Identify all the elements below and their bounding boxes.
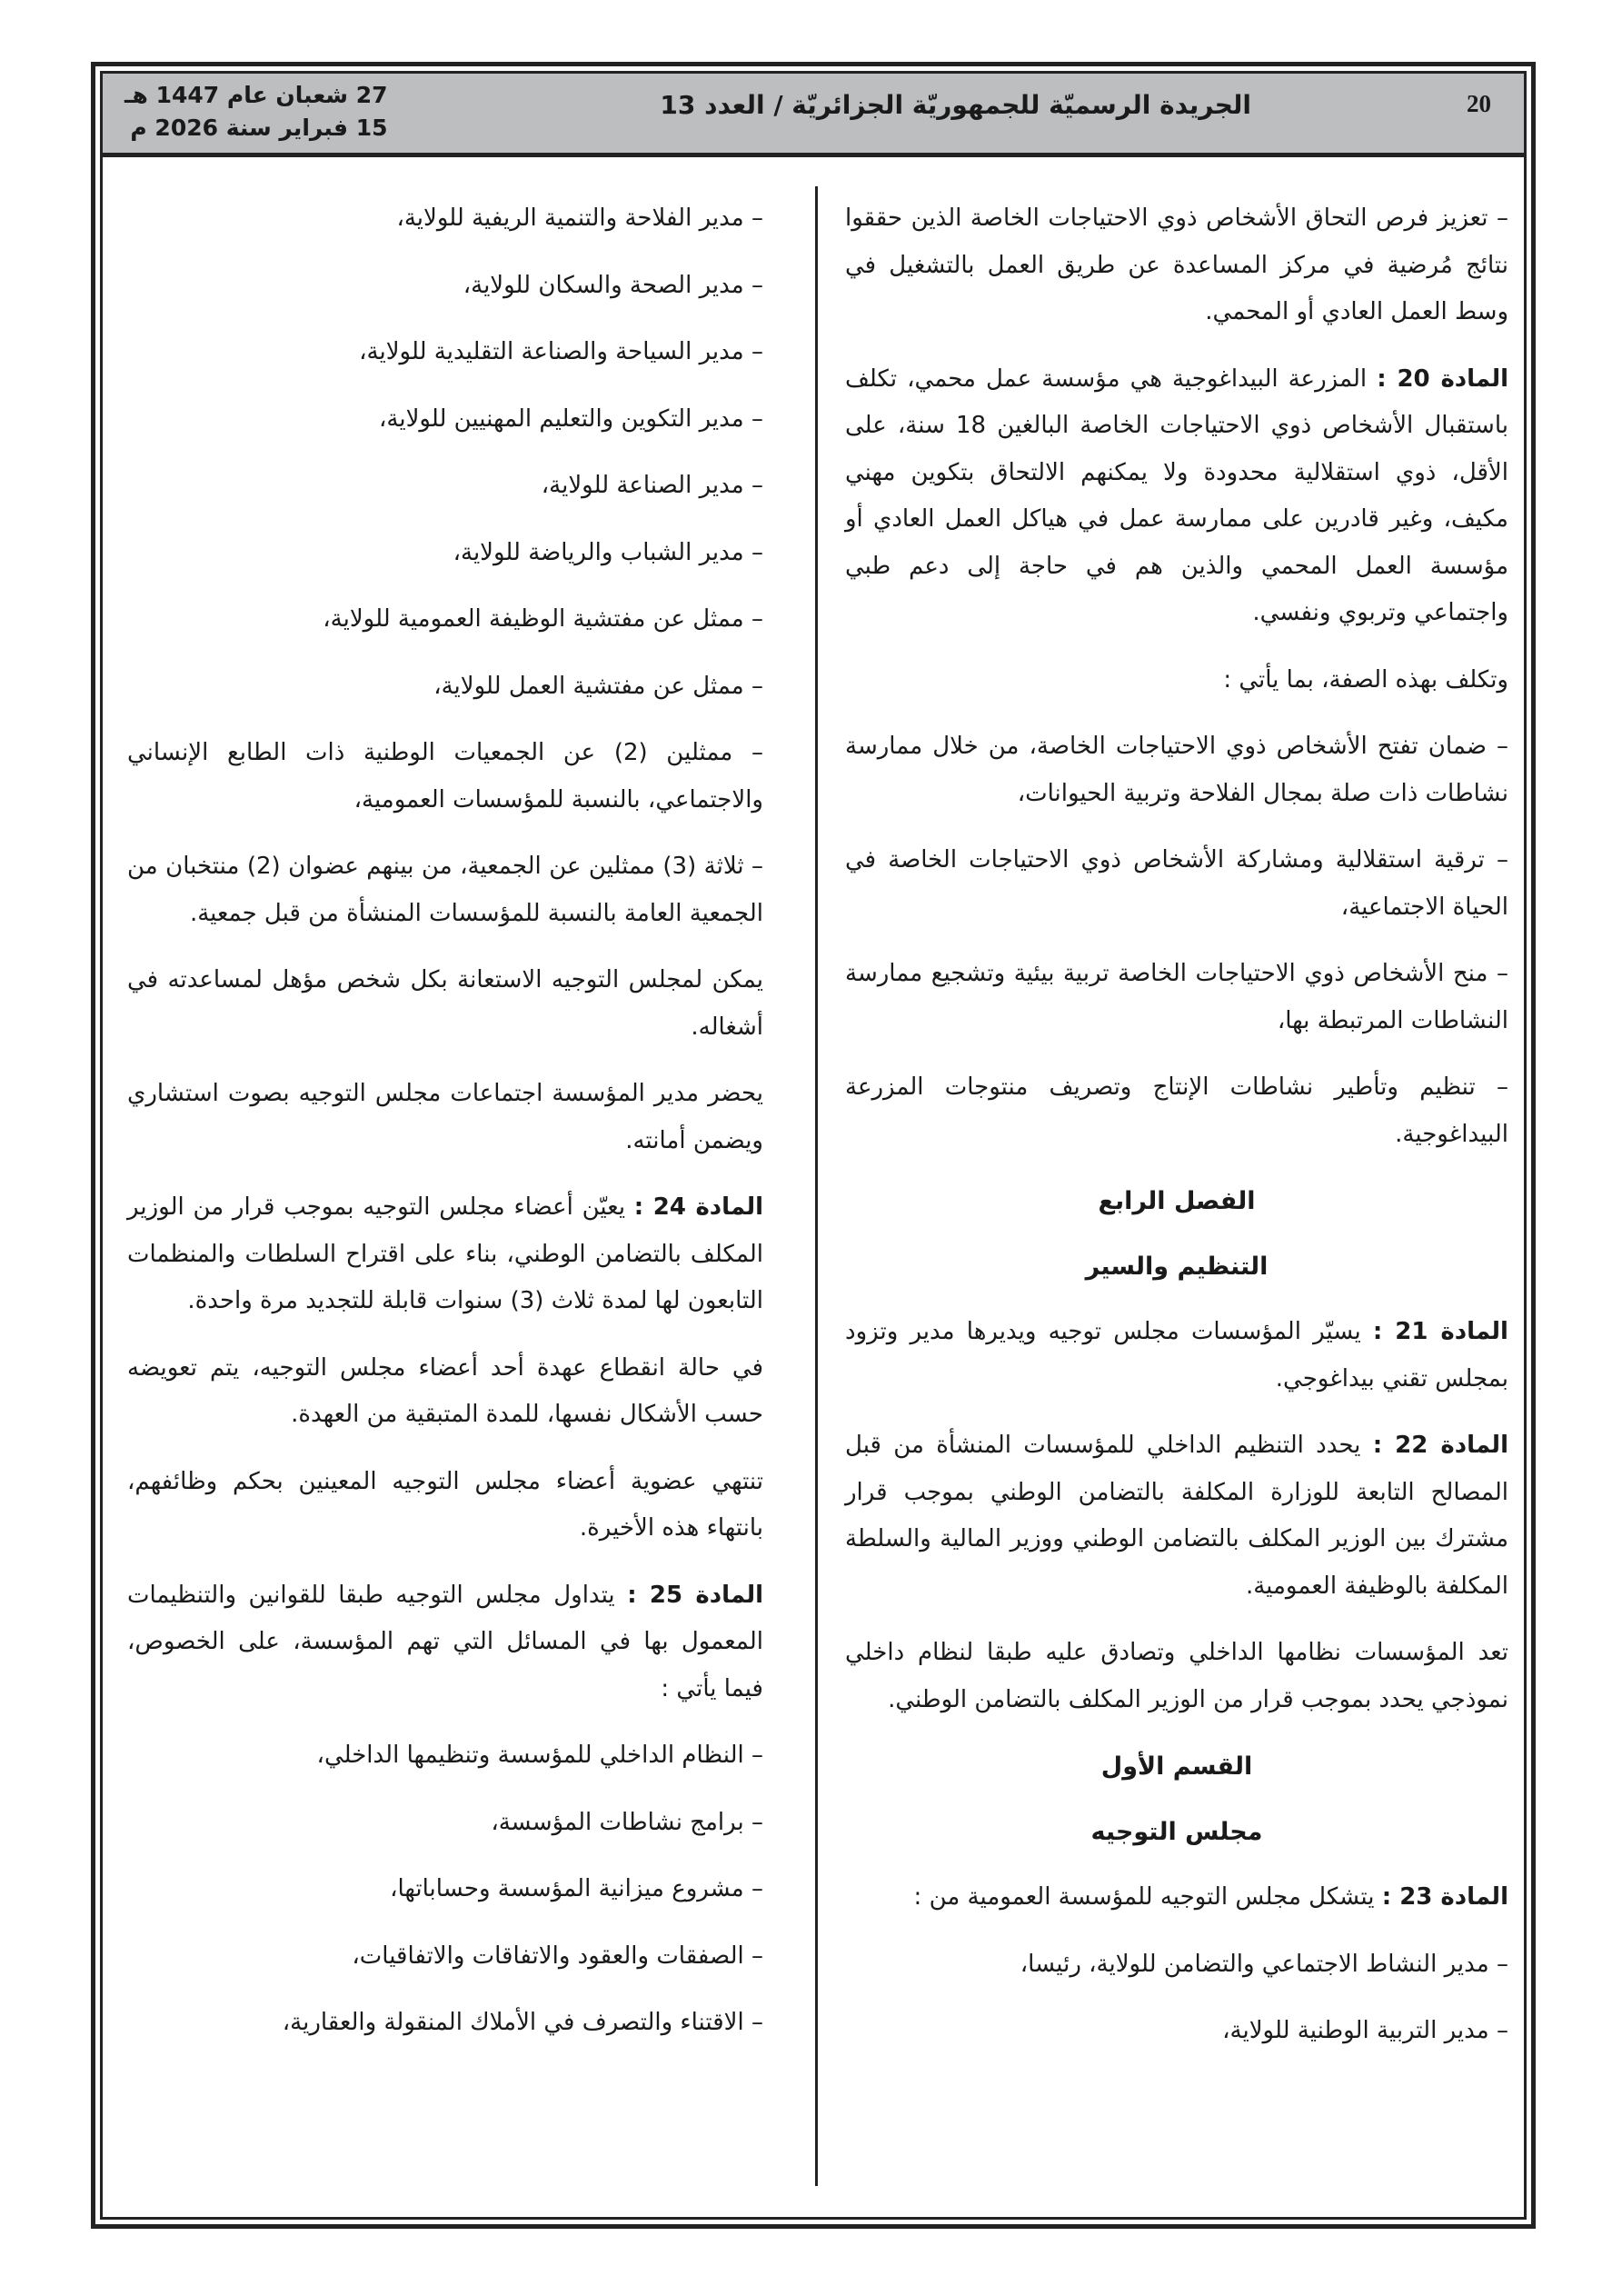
paragraph: يمكن لمجلس التوجيه الاستعانة بكل شخص مؤهل لمساعدته في أشغاله. — [127, 966, 763, 1041]
paragraph: – ترقية استقلالية ومشاركة الأشخاص ذوي الاحتياجات الخاصة في الحياة الاجتماعية، — [845, 846, 1508, 921]
article-paragraph — [127, 1572, 763, 1713]
paragraph: – مدير الصحة والسكان للولاية، — [463, 271, 763, 299]
page-number: 20 — [1467, 90, 1491, 117]
paragraph: – مدير النشاط الاجتماعي والتضامن للولاية، رئيسا، — [1020, 1950, 1508, 1978]
column-divider — [815, 186, 818, 2186]
paragraph: – مدير التكوين والتعليم المهنيين للولاية، — [379, 404, 763, 433]
paragraph: – ممثلين (2) عن الجمعيات الوطنية ذات الطابع الإنساني والاجتماعي، بالنسبة للمؤسسات العمومية، — [127, 739, 763, 814]
paragraph: – ممثل عن مفتشية الوظيفة العمومية للولاية، — [323, 605, 763, 633]
article-text: يتشكل مجلس التوجيه للمؤسسة العمومية من : — [913, 1883, 1382, 1911]
section-heading: القسم الأول — [1100, 1752, 1253, 1781]
article-paragraph — [845, 1423, 1508, 1610]
section-heading: التنظيم والسير — [1085, 1253, 1269, 1281]
issue-date — [124, 79, 388, 145]
paragraph: في حالة انقطاع عهدة أحد أعضاء مجلس التوجيه، يتم تعويضه حسب الأشكال نفسها، للمدة المتبقية من العهدة. — [127, 1353, 763, 1428]
hijri-date: 27 شعبان عام 1447 هـ — [124, 82, 388, 108]
article-label: المادة 24 : — [633, 1193, 764, 1221]
paragraph: – تعزيز فرص التحاق الأشخاص ذوي الاحتياجات الخاصة الذين حققوا نتائج مُرضية في مركز المساعدة عن طريق العمل بالتشغيل في وسط العمل العادي أو المحمي. — [845, 205, 1508, 325]
right-column — [845, 195, 1508, 2075]
paragraph: – مدير الصناعة للولاية، — [541, 472, 763, 499]
paragraph: وتكلف بهذه الصفة، بما يأتي : — [1223, 665, 1508, 694]
paragraph: – برامج نشاطات المؤسسة، — [491, 1808, 763, 1836]
paragraph: – مدير الفلاحة والتنمية الريفية للولاية، — [396, 205, 763, 232]
paragraph: تعد المؤسسات نظامها الداخلي وتصادق عليه طبقا لنظام داخلي نموذجي يحدد بموجب قرار من الوزير المكلف بالتضامن الوطني. — [845, 1639, 1508, 1713]
gregorian-date: 15 فبراير سنة 2026 م — [130, 115, 388, 141]
article-paragraph — [127, 1184, 763, 1325]
paragraph: – مدير الشباب والرياضة للولاية، — [453, 538, 763, 566]
paragraph: – الاقتناء والتصرف في الأملاك المنقولة والعقارية، — [282, 2009, 763, 2036]
paragraph: – تنظيم وتأطير نشاطات الإنتاج وتصريف منتوجات المزرعة البيداغوجية. — [845, 1073, 1508, 1148]
paragraph: – الصفقات والعقود والاتفاقات والاتفاقيات، — [352, 1942, 763, 1970]
article-text: يعيّن أعضاء مجلس التوجيه بموجب قرار من الوزير المكلف بالتضامن الوطني، بناء على اقتراح السلطات والمنظمات التابعون لها لمدة ثلاث (3) سنوات قابلة للتجديد مرة واحدة. — [127, 1193, 763, 1314]
paragraph: – ضمان تفتح الأشخاص ذوي الاحتياجات الخاصة، من خلال ممارسة نشاطات ذات صلة بمجال الفلاحة وتربية الحيوانات، — [845, 733, 1508, 807]
article-paragraph — [845, 1874, 1508, 1922]
article-text: يحدد التنظيم الداخلي للمؤسسات المنشأة من قبل المصالح التابعة للوزارة المكلفة بالتضامن الوطني بموجب قرار مشترك بين الوزير المكلف بالتضامن الوطني ووزير المالية والسلطة المكلفة بالوظيفة العمومية. — [845, 1432, 1508, 1600]
article-label: المادة 22 : — [1372, 1432, 1508, 1459]
section-heading: الفصل الرابع — [1098, 1187, 1256, 1215]
paragraph: يحضر مدير المؤسسة اجتماعات مجلس التوجيه بصوت استشاري ويضمن أمانته. — [127, 1080, 763, 1154]
paragraph: – ثلاثة (3) ممثلين عن الجمعية، من بينهم عضوان (2) منتخبان من الجمعية العامة بالنسبة للمؤسسات المنشأة من قبل جمعية. — [127, 853, 763, 927]
article-text: المزرعة البيداغوجية هي مؤسسة عمل محمي، تكلف باستقبال الأشخاص ذوي الاحتياجات الخاصة البالغين 18 سنة، على الأقل، ذوي استقلالية محدودة ولا يمكنهم الالتحاق بتكوين مهني مكيف، وغير قادرين على ممارسة عمل في هياكل العمل العادي أو مؤسسة العمل المحمي والذين هم في حاجة إلى دعم طبي واجتماعي وتربوي ونفسي. — [845, 364, 1508, 626]
section-heading: مجلس التوجيه — [1090, 1818, 1263, 1846]
paragraph: – مدير السياحة والصناعة التقليدية للولاية، — [359, 338, 763, 365]
article-label: المادة 23 : — [1381, 1883, 1508, 1911]
left-column — [127, 195, 763, 2067]
article-paragraph — [845, 356, 1508, 637]
paragraph: – النظام الداخلي للمؤسسة وتنظيمها الداخلي، — [316, 1742, 763, 1769]
article-text: يسيّر المؤسسات مجلس توجيه ويديرها مدير وتزود بمجلس تقني بيداغوجي. — [845, 1318, 1508, 1393]
paragraph: – مشروع ميزانية المؤسسة وحساباتها، — [390, 1875, 763, 1902]
article-label: المادة 20 : — [1377, 364, 1509, 393]
paragraph: – مدير التربية الوطنية للولاية، — [1222, 2017, 1508, 2044]
paragraph: – منح الأشخاص ذوي الاحتياجات الخاصة تربية بيئية وتشجيع ممارسة النشاطات المرتبطة بها، — [845, 960, 1508, 1034]
paragraph: – ممثل عن مفتشية العمل للولاية، — [433, 672, 763, 700]
page-header — [103, 74, 1524, 157]
journal-title: الجريدة الرسميّة للجمهوريّة الجزائريّة / العدد 13 — [660, 90, 1251, 120]
paragraph: تنتهي عضوية أعضاء مجلس التوجيه المعينين بحكم وظائفهم، بانتهاء هذه الأخيرة. — [127, 1467, 763, 1542]
article-label: المادة 21 : — [1372, 1318, 1508, 1345]
article-label: المادة 25 : — [627, 1581, 763, 1609]
article-text: يتداول مجلس التوجيه طبقا للقوانين والتنظيمات المعمول بها في المسائل التي تهم المؤسسة، على الخصوص، فيما يأتي : — [127, 1581, 763, 1702]
article-paragraph — [845, 1309, 1508, 1403]
